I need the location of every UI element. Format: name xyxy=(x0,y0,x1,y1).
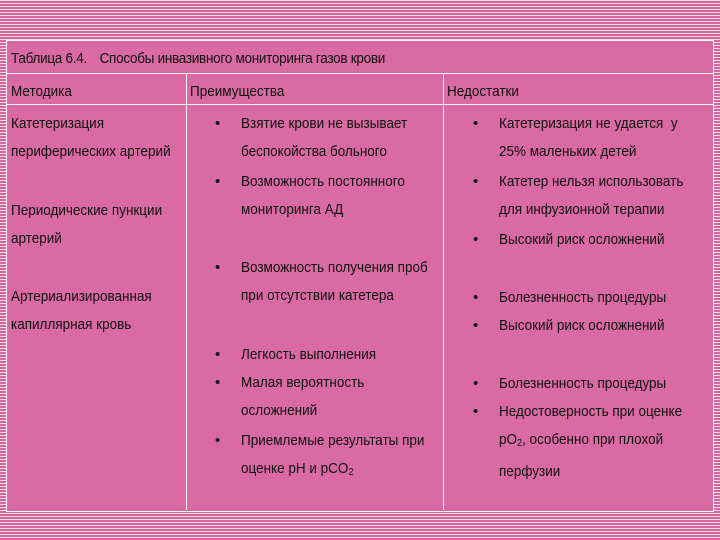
bullet-icon: • xyxy=(215,432,221,449)
header-bottom-divider xyxy=(7,104,713,105)
method-line: Периодические пункции xyxy=(11,202,163,219)
header-disadvantages: Недостатки xyxy=(447,83,519,100)
method-line: капиллярная кровь xyxy=(11,316,132,333)
table: Таблица 6.4. Способы инвазивного мониторинга газов крови Методика Преимущества Недостатки Катетеризация периферических артерий Периодические пункции артерий Артериализированная капиллярная кровь • Взятие крови не вызывает беспокойства больного • Возможность постоянного мониторинга АД • Возможность получения проб при отсутствии катетера • Легкость выполнения • Малая вероятность осложнений • Приемлемые результаты при оценке pH и pCO$_2$ • Катетеризация не удается у 25% маленьких детей • Катетер нельзя использовать для инфузионной терапии • Высокий риск осложнений • Болезненность процедуры • Высокий риск осложнений • Болезненность процедуры • Недостоверность при оценке $pO_2$, особенно при плохой перфузии xyxy=(6,40,714,512)
caption-title: Способы инвазивного мониторинга газов крови xyxy=(99,50,386,67)
bullet-icon: • xyxy=(473,317,479,334)
column-divider-2 xyxy=(443,73,444,510)
method-line: периферических артерий xyxy=(11,143,171,160)
bullet-icon: • xyxy=(215,173,221,190)
bullet-icon: • xyxy=(473,375,479,392)
bullet-icon: • xyxy=(215,346,221,363)
method-arterial-puncture xyxy=(11,197,183,253)
method-line: Артериализированная xyxy=(11,288,152,305)
table-caption xyxy=(11,50,385,67)
bullet-icon: • xyxy=(473,403,479,420)
bullet-icon: • xyxy=(473,115,479,132)
bullet-icon: • xyxy=(473,231,479,248)
method-capillary-blood xyxy=(11,283,183,339)
header-advantages: Преимущества xyxy=(190,83,285,100)
method-line: Катетеризация xyxy=(11,115,105,132)
column-divider-1 xyxy=(186,73,187,510)
bullet-icon: • xyxy=(473,173,479,190)
header-top-divider xyxy=(7,73,713,74)
bullet-icon: • xyxy=(215,259,221,276)
bullet-icon: • xyxy=(215,374,221,391)
method-arterial-catheter xyxy=(11,110,183,166)
header-method: Методика xyxy=(11,83,72,100)
bullet-icon: • xyxy=(215,115,221,132)
method-line: артерий xyxy=(11,230,62,247)
caption-label: Таблица 6.4. xyxy=(11,50,87,67)
bullet-icon: • xyxy=(473,289,479,306)
